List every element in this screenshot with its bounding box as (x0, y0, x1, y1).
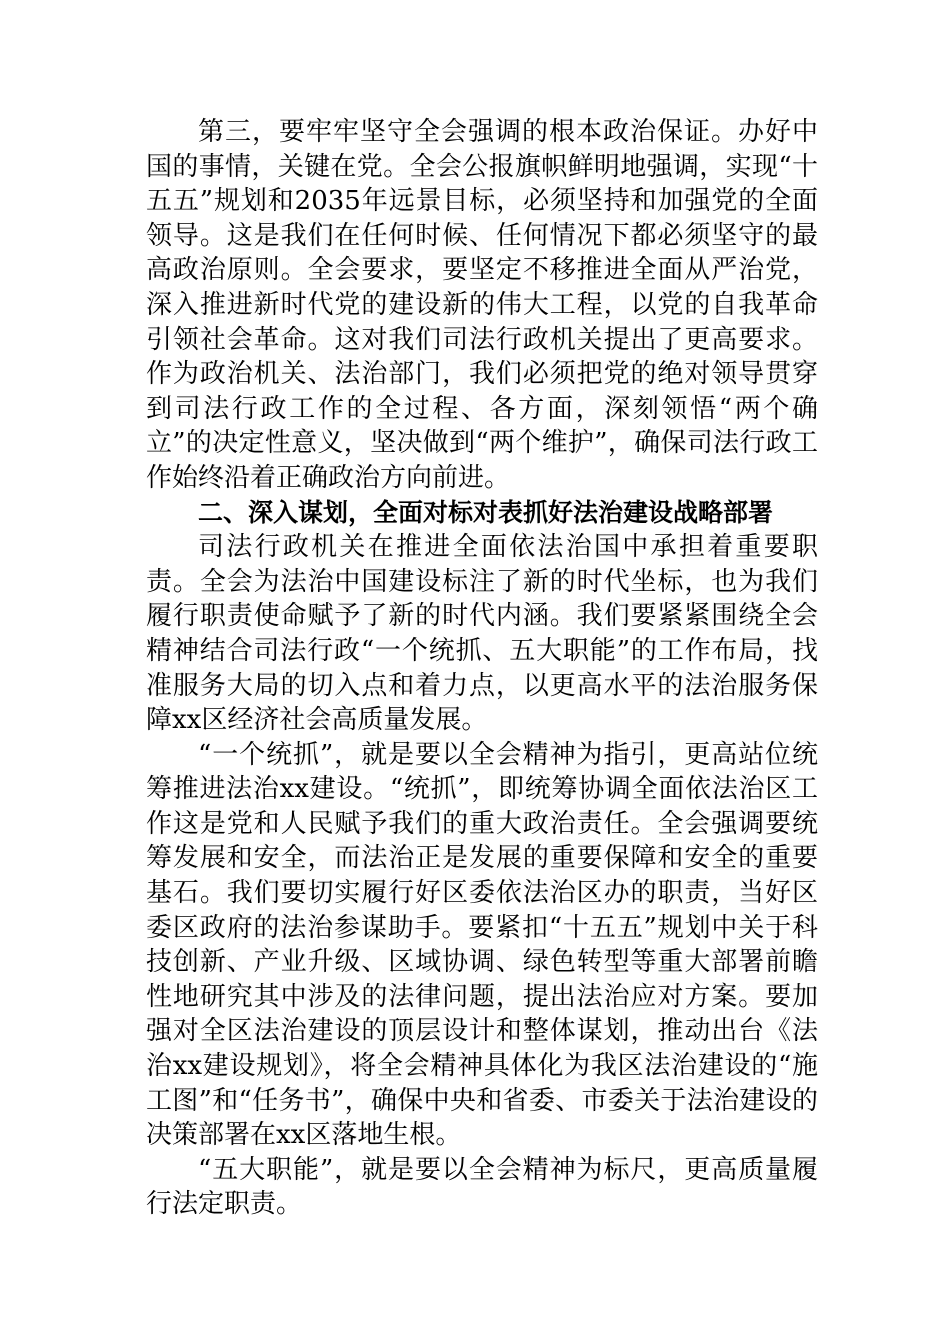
section-heading-two: 二、深入谋划，全面对标对表抓好法治建设战略部署 (198, 497, 774, 527)
paragraph-judicial-admin-duties: 司法行政机关在推进全面依法治国中承担着重要职责。全会为法治中国建设标注了新的时代坐标，也为我们履行职责使命赋予了新的时代内涵。我们要紧紧围绕全会精神结合司法行政“一个统抓、五大职能”的工作布局，找准服务大局的切入点和着力点，以更高水平的法治服务保障xx区经济社会高质量发展。 (146, 532, 818, 736)
paragraph-five-functions: “五大职能”，就是要以全会精神为标尺，更高质量履行法定职责。 (146, 1154, 818, 1220)
paragraph-political-guarantee: 第三，要牢牢坚守全会强调的根本政治保证。办好中国的事情，关键在党。全会公报旗帜鲜明地强调，实现“十五五”规划和2035年远景目标，必须坚持和加强党的全面领导。这是我们在任何时候、任何情况下都必须坚守的最高政治原则。全会要求，要坚定不移推进全面从严治党，深入推进新时代党的建设新的伟大工程，以党的自我革命引领社会革命。这对我们司法行政机关提出了更高要求。作为政治机关、法治部门，我们必须把党的绝对领导贯穿到司法行政工作的全过程、各方面，深刻领悟“两个确立”的决定性意义，坚决做到“两个维护”，确保司法行政工作始终沿着正确政治方向前进。 (146, 117, 818, 493)
paragraph-one-overall-coordination: “一个统抓”，就是要以全会精神为指引，更高站位统筹推进法治xx建设。“统抓”，即统筹协调全面依法治区工作这是党和人民赋予我们的重大政治责任。全会强调要统筹发展和安全，而法治正是发展的重要保障和安全的重要基石。我们要切实履行好区委依法治区办的职责，当好区委区政府的法治参谋助手。要紧扣“十五五”规划中关于科技创新、产业升级、区域协调、绿色转型等重大部署前瞻性地研究其中涉及的法律问题，提出法治应对方案。要加强对全区法治建设的顶层设计和整体谋划，推动出台《法治xx建设规划》，将全会精神具体化为我区法治建设的“施工图”和“任务书”，确保中央和省委、市委关于法治建设的决策部署在xx区落地生根。 (146, 739, 818, 1151)
document-body (146, 115, 818, 1222)
